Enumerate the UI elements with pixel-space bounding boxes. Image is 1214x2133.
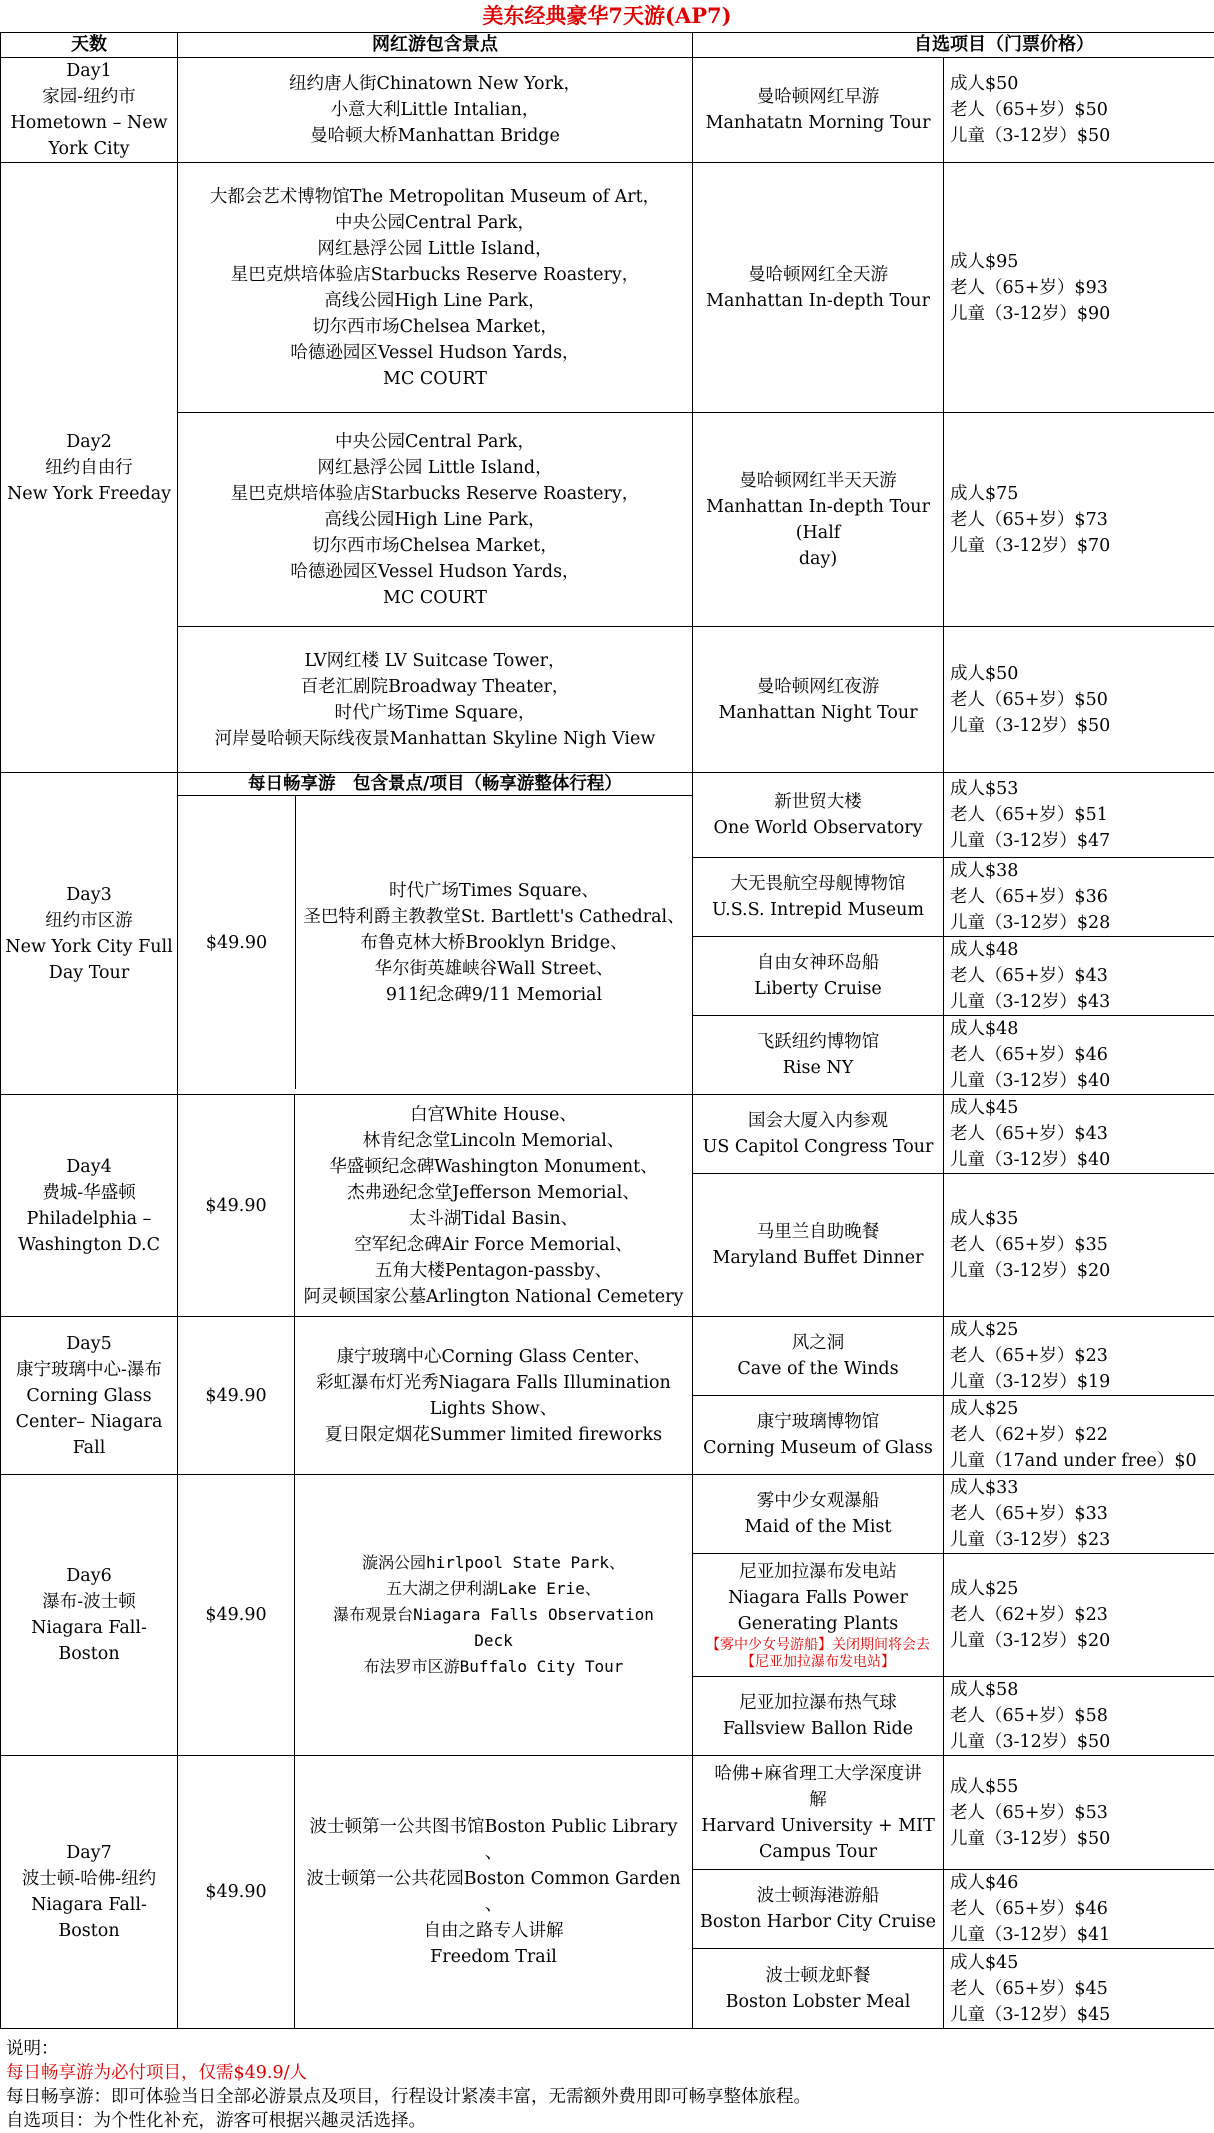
day3-row-1 (1, 773, 1214, 858)
day6-tour-3-prices: 成人$58 老人（65+岁）$58 儿童（3-12岁）$50 (944, 1677, 1214, 1756)
day5-sights: 康宁玻璃中心Corning Glass Center、 彩虹瀑布灯光秀Niagara Falls Illumination Lights Show、 夏日限定烟花Summer limited fireworks (295, 1317, 693, 1475)
itinerary-table (0, 32, 1214, 2029)
day6-price: $49.90 (178, 1475, 295, 1756)
day6-label: Day6 瀑布-波士顿 Niagara Fall-Boston (1, 1475, 178, 1756)
day2-block2-sights: 中央公园Central Park， 网红悬浮公园 Little Island， 星巴克烘培体验店Starbucks Reserve Roastery， 高线公园High Line Park， 切尔西市场Chelsea Market， 哈德逊园区Vessel Hudson Yards， MC COURT (178, 413, 693, 627)
day3-price: $49.90 (178, 796, 296, 1089)
day1-tour-1-prices: 成人$50 老人（65+岁）$50 儿童（3-12岁）$50 (944, 58, 1214, 163)
day1-sights: 纽约唐人街Chinatown New York， 小意大利Little Intalian， 曼哈顿大桥Manhattan Bridge (178, 58, 693, 163)
day7-tour-1-prices: 成人$55 老人（65+岁）$53 儿童（3-12岁）$50 (944, 1756, 1214, 1870)
day7-row-1 (1, 1756, 1214, 1870)
day2-block3-sights: LV网红楼 LV Suitcase Tower， 百老汇剧院Broadway Theater， 时代广场Time Square， 河岸曼哈顿天际线夜景Manhattan Skyline Nigh View (178, 627, 693, 773)
day3-tour-1: 新世贸大楼 One World Observatory (693, 773, 944, 858)
day3-tour-2-prices: 成人$38 老人（65+岁）$36 儿童（3-12岁）$28 (944, 858, 1214, 937)
header-row (1, 33, 1214, 58)
day5-label: Day5 康宁玻璃中心-瀑布 Corning Glass Center– Niagara Fall (1, 1317, 178, 1475)
day4-price: $49.90 (178, 1095, 295, 1317)
header-options: 自选项目（门票价格） (693, 33, 1214, 58)
day6-row-1 (1, 1475, 1214, 1554)
day2-tour-2-prices: 成人$75 老人（65+岁）$73 儿童（3-12岁）$70 (944, 413, 1214, 627)
day4-tour-1: 国会大厦入内参观 US Capitol Congress Tour (693, 1095, 944, 1174)
day2-tour-3: 曼哈顿网红夜游 Manhattan Night Tour (693, 627, 944, 773)
day2-row-3 (1, 627, 1214, 773)
day3-daily-block (178, 773, 693, 1095)
header-sights: 网红游包含景点 (178, 33, 693, 58)
day6-tour-1-prices: 成人$33 老人（65+岁）$33 儿童（3-12岁）$23 (944, 1475, 1214, 1554)
day3-tour-3-prices: 成人$48 老人（65+岁）$43 儿童（3-12岁）$43 (944, 937, 1214, 1016)
day6-sights: 漩涡公园hirlpool State Park、 五大湖之伊利湖Lake Erie、 瀑布观景台Niagara Falls Observation Deck 布法罗市区游Buffalo City Tour (295, 1475, 693, 1756)
day4-label: Day4 费城-华盛顿 Philadelphia – Washington D.C (1, 1095, 178, 1317)
day5-tour-2-prices: 成人$25 老人（62+岁）$22 儿童（17and under free）$0 (944, 1396, 1214, 1475)
day7-price: $49.90 (178, 1756, 295, 2029)
day4-tour-1-prices: 成人$45 老人（65+岁）$43 儿童（3-12岁）$40 (944, 1095, 1214, 1174)
day3-tour-2: 大无畏航空母舰博物馆 U.S.S. Intrepid Museum (693, 858, 944, 937)
day2-row-1 (1, 163, 1214, 413)
day1-tour-1: 曼哈顿网红早游 Manhatatn Morning Tour (693, 58, 944, 163)
day2-label: Day2 纽约自由行 New York Freeday (1, 163, 178, 773)
day5-row-1 (1, 1317, 1214, 1396)
day6-tour-2-note: 【雾中少女号游船】关闭期间将会去 (697, 1637, 939, 1654)
day5-tour-2: 康宁玻璃博物馆 Corning Museum of Glass (693, 1396, 944, 1475)
footer-optional-explain: 自选项目：为个性化补充，游客可根据兴趣灵活选择。 (6, 2109, 1214, 2133)
daily-header: 每日畅享游 包含景点/项目（畅享游整体行程） (178, 773, 692, 796)
footer-heading: 说明： (6, 2037, 1214, 2061)
day2-block1-sights: 大都会艺术博物馆The Metropolitan Museum of Art， 中央公园Central Park， 网红悬浮公园 Little Island， 星巴克烘培体验店Starbucks Reserve Roastery， 高线公园High Line Park， 切尔西市场Chelsea Market， 哈德逊园区Vessel Hudson Yards， MC COURT (178, 163, 693, 413)
day3-tour-1-prices: 成人$53 老人（65+岁）$51 儿童（3-12岁）$47 (944, 773, 1214, 858)
day6-tour-1: 雾中少女观瀑船 Maid of the Mist (693, 1475, 944, 1554)
day3-sights: 时代广场Times Square、 圣巴特利爵主教教堂St. Bartlett's Cathedral、 布鲁克林大桥Brooklyn Bridge、 华尔街英雄峡谷Wall Street、 911纪念碑9/11 Memorial (296, 796, 692, 1089)
day7-tour-2: 波士顿海港游船 Boston Harbor City Cruise (693, 1870, 944, 1949)
day2-row-2 (1, 413, 1214, 627)
day2-tour-2: 曼哈顿网红半天天游 Manhattan In-depth Tour (Half day) (693, 413, 944, 627)
day1-row (1, 58, 1214, 163)
day7-sights: 波士顿第一公共图书馆Boston Public Library 、 波士顿第一公共花园Boston Common Garden 、 自由之路专人讲解 Freedom Trail (295, 1756, 693, 2029)
footer-daily-explain: 每日畅享游：即可体验当日全部必游景点及项目，行程设计紧凑丰富，无需额外费用即可畅享整体旅程。 (6, 2085, 1214, 2109)
day6-tour-2: 尼亚加拉瀑布发电站 Niagara Falls Power Generating Plants 【雾中少女号游船】关闭期间将会去 【尼亚加拉瀑布发电站】 (693, 1554, 944, 1677)
footer-notes (0, 2037, 1214, 2133)
day5-tour-1-prices: 成人$25 老人（65+岁）$23 儿童（3-12岁）$19 (944, 1317, 1214, 1396)
day7-tour-3: 波士顿龙虾餐 Boston Lobster Meal (693, 1949, 944, 2029)
day7-label: Day7 波士顿-哈佛-纽约 Niagara Fall-Boston (1, 1756, 178, 2029)
footer-required-note: 每日畅享游为必付项目，仅需$49.9/人 (6, 2061, 1214, 2085)
day3-tour-4-prices: 成人$48 老人（65+岁）$46 儿童（3-12岁）$40 (944, 1016, 1214, 1095)
day3-tour-4: 飞跃纽约博物馆 Rise NY (693, 1016, 944, 1095)
header-day: 天数 (1, 33, 178, 58)
day7-tour-1: 哈佛+麻省理工大学深度讲 解 Harvard University + MIT Campus Tour (693, 1756, 944, 1870)
day2-tour-1-prices: 成人$95 老人（65+岁）$93 儿童（3-12岁）$90 (944, 163, 1214, 413)
day4-tour-2: 马里兰自助晚餐 Maryland Buffet Dinner (693, 1174, 944, 1317)
day4-sights: 白宫White House、 林肯纪念堂Lincoln Memorial、 华盛顿纪念碑Washington Monument、 杰弗逊纪念堂Jefferson Memorial、 太斗湖Tidal Basin、 空军纪念碑Air Force Memorial、 五角大楼Pentagon-passby、 阿灵顿国家公墓Arlington National Cemetery (295, 1095, 693, 1317)
day6-tour-3: 尼亚加拉瀑布热气球 Fallsview Ballon Ride (693, 1677, 944, 1756)
day7-tour-2-prices: 成人$46 老人（65+岁）$46 儿童（3-12岁）$41 (944, 1870, 1214, 1949)
day5-tour-1: 风之洞 Cave of the Winds (693, 1317, 944, 1396)
day2-tour-1: 曼哈顿网红全天游 Manhattan In-depth Tour (693, 163, 944, 413)
day3-label: Day3 纽约市区游 New York City Full Day Tour (1, 773, 178, 1095)
page-title: 美东经典豪华7天游(AP7) (0, 0, 1214, 32)
day7-tour-3-prices: 成人$45 老人（65+岁）$45 儿童（3-12岁）$45 (944, 1949, 1214, 2029)
day4-tour-2-prices: 成人$35 老人（65+岁）$35 儿童（3-12岁）$20 (944, 1174, 1214, 1317)
day4-row-1 (1, 1095, 1214, 1174)
day3-tour-3: 自由女神环岛船 Liberty Cruise (693, 937, 944, 1016)
day5-price: $49.90 (178, 1317, 295, 1475)
day6-tour-2-prices: 成人$25 老人（62+岁）$23 儿童（3-12岁）$20 (944, 1554, 1214, 1677)
day1-label: Day1 家园-纽约市 Hometown – New York City (1, 58, 178, 163)
day2-tour-3-prices: 成人$50 老人（65+岁）$50 儿童（3-12岁）$50 (944, 627, 1214, 773)
